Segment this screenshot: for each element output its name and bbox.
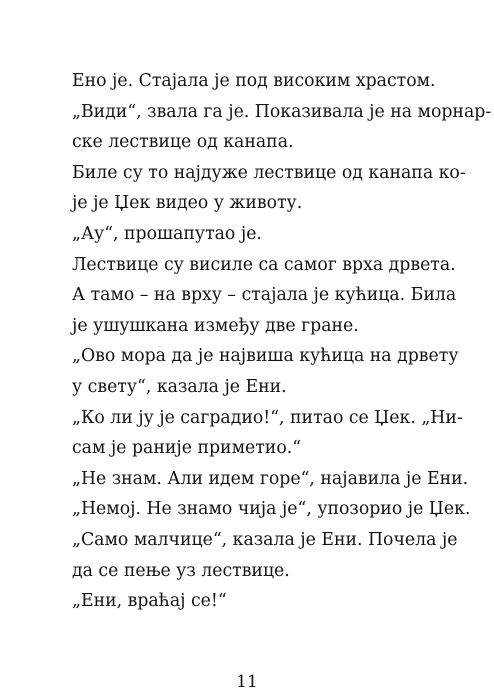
paragraph-4 (72, 219, 432, 250)
text-line: ске лествице од канапа. (72, 132, 294, 153)
page-number: 11 (236, 672, 258, 692)
paragraph-5 (72, 250, 456, 281)
paragraph-10 (72, 494, 471, 525)
paragraph-2 (72, 97, 492, 158)
text-line: сам је раније приметио.“ (72, 438, 302, 459)
text-line: „Не знам. Али идем горе“, најавила је Ени. (72, 468, 469, 489)
paragraph-1 (72, 66, 436, 97)
paragraph-12 (72, 586, 432, 617)
text-line: „Ко ли ју је саградио!“, питао се Џек. „Ни- (72, 407, 463, 428)
text-line: „Ени, враћај се!“ (72, 591, 227, 612)
text-line: у свету“, казала је Ени. (72, 376, 287, 397)
text-line: је је Џек видео у животу. (72, 193, 303, 214)
paragraph-3 (72, 158, 466, 219)
text-line: „Немој. Не знамо чија је“, упозорио је Џек. (72, 499, 471, 520)
text-line: Ено је. Стајала је под високим храстом. (72, 71, 436, 91)
text-line: да се пење уз лествице. (72, 560, 290, 581)
text-line: Лествице су висиле са самог врха дрвета. (72, 254, 456, 275)
text-line: А тамо – на врху – стајала је кућица. Била (72, 285, 457, 306)
paragraph-11 (72, 525, 458, 586)
text-line: „Само малчице“, казала је Ени. Почела је (72, 529, 458, 550)
paragraph-8 (72, 403, 463, 464)
text-line: „Види“, звала га је. Показивала је на морнар- (72, 101, 492, 122)
paragraph-6 (72, 280, 457, 341)
body-text (72, 66, 492, 617)
text-line: „Ово мора да је највиша кућица на дрвету (72, 346, 459, 367)
text-line: „Ау“, прошапутао је. (72, 223, 262, 244)
text-line: је ушушкана између две гране. (72, 315, 359, 336)
paragraph-7 (72, 341, 459, 402)
text-line: Биле су то најдуже лествице од канапа ко- (72, 162, 466, 183)
paragraph-9 (72, 464, 469, 495)
